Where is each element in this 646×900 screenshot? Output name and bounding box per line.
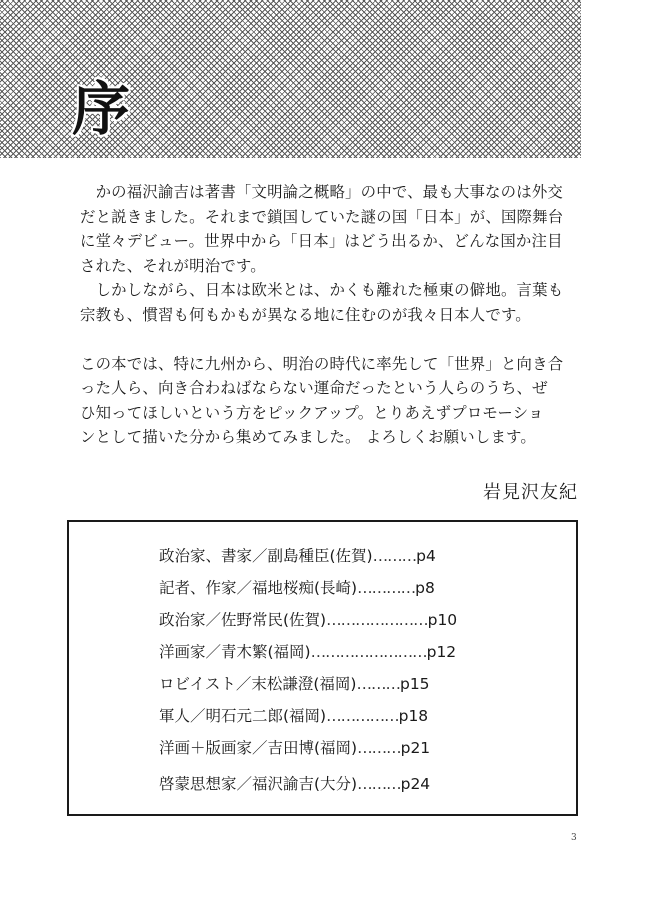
- toc-entry-page: p10: [427, 611, 458, 629]
- toc-entry-label: 洋画＋版画家／吉田博(福岡): [159, 739, 358, 757]
- intro-text: [80, 180, 580, 450]
- toc-entry-label: 記者、作家／福地桜痴(長崎): [159, 579, 358, 597]
- toc-leader-dots: …………………: [326, 611, 428, 629]
- toc-leader-dots: ………: [357, 739, 401, 757]
- toc-entry[interactable]: [159, 772, 457, 804]
- toc-entry-label: 軍人／明石元二郎(福岡): [159, 707, 327, 725]
- toc-entry-page: p8: [415, 579, 435, 597]
- toc-leader-dots: ………: [372, 547, 417, 565]
- toc-list: [159, 544, 457, 804]
- table-of-contents: [67, 520, 578, 816]
- toc-leader-dots: ………: [356, 675, 400, 693]
- toc-entry-label: ロビイスト／末松謙澄(福岡): [159, 675, 357, 693]
- toc-entry[interactable]: [159, 576, 457, 608]
- toc-entry[interactable]: [159, 608, 457, 640]
- toc-entry[interactable]: [159, 736, 457, 768]
- intro-paragraph: この本では、特に九州から、明治の時代に率先して「世界」と向き合 った人ら、向き合わねばならない運命だったという人らのうち、ぜ ひ知ってほしいという方をピックアップ。とりあえずプロモーショ ンとして描いた分から集めてみました。 よろしくお願いします。: [80, 354, 564, 447]
- toc-entry-page: p18: [398, 707, 429, 725]
- intro-paragraph: かの福沢諭吉は著書「文明論之概略」の中で、最も大事なのは外交 だと説きました。それまで鎖国していた謎の国「日本」が、国際舞台 に堂々デビュー。世界中から「日本」はどう出るか、どんな国か注目 された、それが明治です。 しかしながら、日本は欧米とは、かくも離れた極東の僻地。言葉も 宗教も、慣習も何もかもが異なる地に住むのが我々日本人です。: [80, 183, 564, 324]
- toc-entry-label: 洋画家／青木繁(福岡): [159, 643, 311, 661]
- toc-leader-dots: ………: [357, 775, 401, 793]
- toc-entry-label: 政治家／佐野常民(佐賀): [159, 611, 327, 629]
- toc-entry[interactable]: [159, 704, 457, 736]
- toc-entry-page: p12: [426, 643, 457, 661]
- toc-entry-page: p24: [400, 775, 431, 793]
- chapter-title: 序: [72, 75, 131, 143]
- toc-leader-dots: ……………………: [310, 643, 427, 661]
- toc-entry-page: p21: [400, 739, 431, 757]
- toc-entry[interactable]: [159, 672, 457, 704]
- toc-entry-label: 啓蒙思想家／福沢諭吉(大分): [159, 775, 358, 793]
- author-name: 岩見沢友紀: [483, 482, 578, 503]
- toc-entry-page: p15: [399, 675, 430, 693]
- toc-leader-dots: ……………: [326, 707, 399, 725]
- toc-leader-dots: …………: [357, 579, 416, 597]
- toc-entry[interactable]: [159, 640, 457, 672]
- toc-entry-page: p4: [416, 547, 436, 565]
- toc-entry[interactable]: [159, 544, 457, 576]
- toc-entry-label: 政治家、書家／副島種臣(佐賀): [159, 547, 373, 565]
- page-number: 3: [571, 833, 577, 843]
